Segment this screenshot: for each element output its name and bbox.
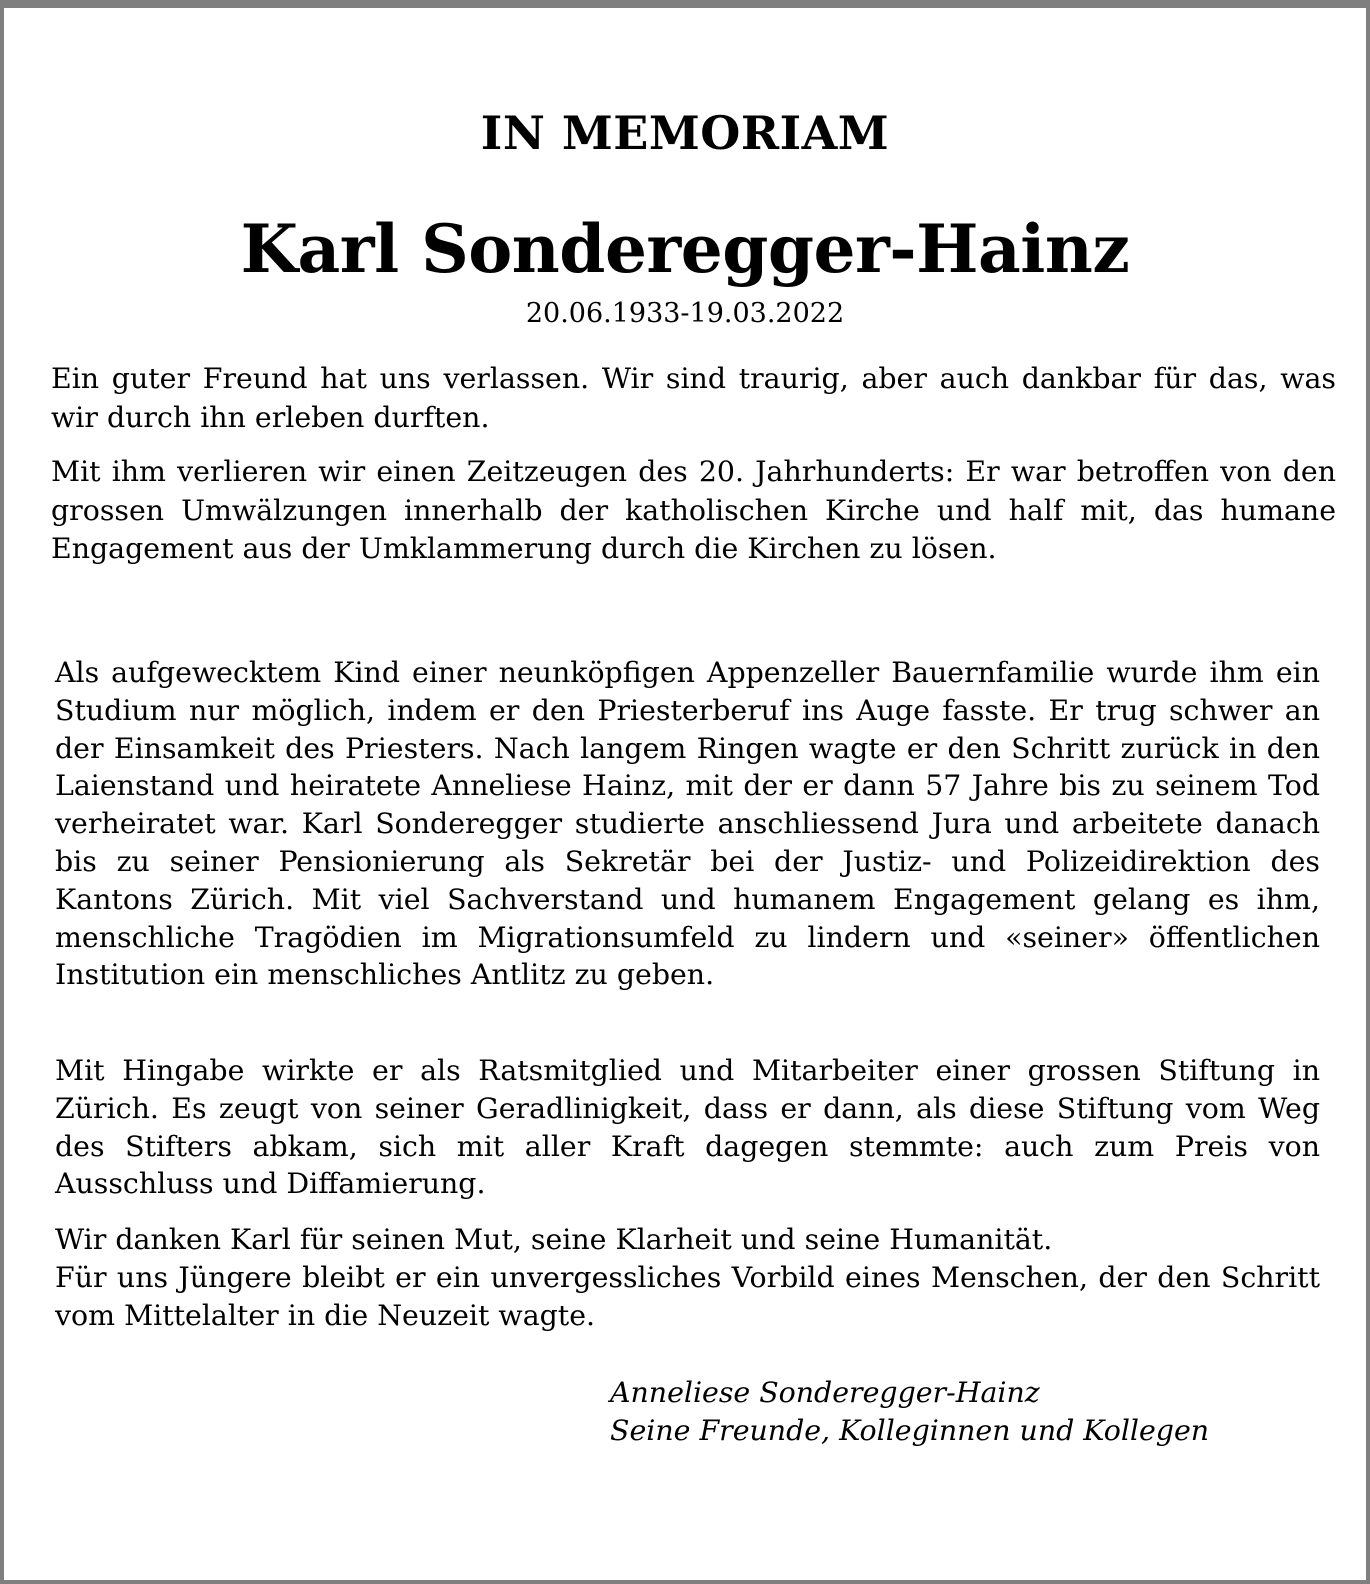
role-model-line: Für uns Jüngere bleibt er ein unvergessliches Vorbild eines Menschen, der den Schritt vom Mittelalter in die Neuzeit wagte. — [55, 1260, 1320, 1332]
signature-block — [610, 1374, 1209, 1450]
paragraph-contemporary-witness: Mit ihm verlieren wir einen Zeitzeugen des 20. Jahrhunderts: Er war betroffen von den grossen Umwälzungen innerhalb der katholischen Kirche und half mit, das humane Engagement aus der Umklammerung durch die Kirchen zu lösen. — [51, 455, 1336, 565]
paragraph-intro: Ein guter Freund hat uns verlassen. Wir sind traurig, aber auch dankbar für das, was wir durch ihn erleben durften. — [51, 362, 1336, 434]
life-dates: 20.06.1933-19.03.2022 — [525, 298, 845, 329]
thanks-line: Wir danken Karl für seinen Mut, seine Klarheit und seine Humanität. — [55, 1223, 1053, 1256]
kicker-heading: IN MEMORIAM — [480, 106, 890, 160]
signature-line-widow: Anneliese Sonderegger-Hainz — [610, 1376, 1040, 1409]
paragraph-foundation: Mit Hingabe wirkte er als Ratsmitglied und Mitarbeiter einer grossen Stiftung in Zürich. Es zeugt von seiner Geradlinigkeit, dass er dann, als diese Stiftung vom Weg des Stifters abkam, sich mit aller Kraft dagegen stemmte: auch zum Preis von Ausschluss und Diffamierung. — [55, 1054, 1320, 1201]
paragraph-biography: Als aufgewecktem Kind einer neunköpfigen Appenzeller Bauernfamilie wurde ihm ein Studium nur möglich, indem er den Priesterberuf ins Auge fasste. Er trug schwer an der Einsamkeit des Priesters. Nach langem Ringen wagte er den Schritt zurück in den Laienstand und heiratete Anneliese Hainz, mit der er dann 57 Jahre bis zu seinem Tod verheiratet war. Karl Sonderegger studierte anschliessend Jura und arbeitete danach bis zu seiner Pensionierung als Sekretär bei der Justiz- und Polizeidirektion des Kantons Zürich. Mit viel Sachverstand und humanem Engagement gelang es ihm, menschliche Tragödien im Migrationsumfeld zu lindern und «seiner» öffentlichen Institution ein menschliches Antlitz zu geben. — [55, 656, 1320, 992]
deceased-name: Karl Sonderegger-Hainz — [240, 210, 1130, 288]
paragraph-thanks — [55, 1221, 1320, 1334]
signature-line-colleagues: Seine Freunde, Kolleginnen und Kollegen — [610, 1414, 1210, 1447]
